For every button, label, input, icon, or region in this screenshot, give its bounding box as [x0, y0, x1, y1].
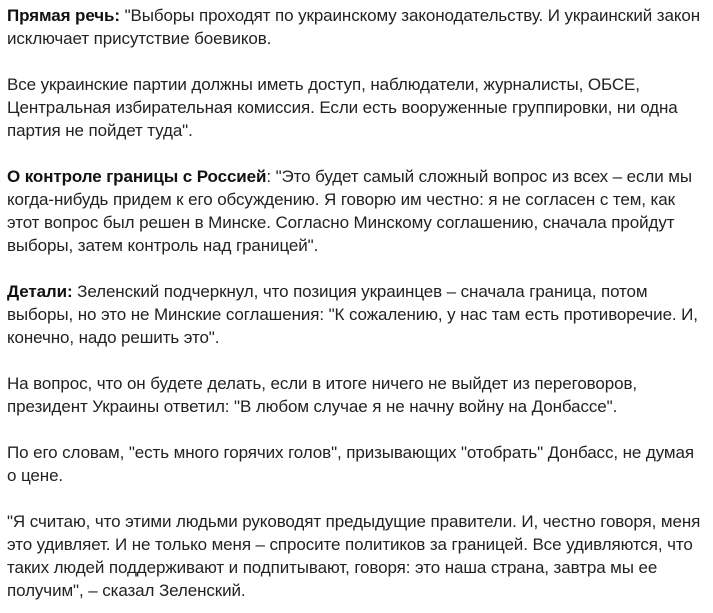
paragraph-text: Все украинские партии должны иметь доступ, наблюдатели, журналисты, ОБСЕ, Центральная избирательная комиссия. Если есть вооруженные группировки, ни одна партия не пойдет туда".	[7, 75, 678, 140]
paragraph-no-war	[7, 372, 707, 418]
paragraph-text: Зеленский подчеркнул, что позиция украинцев – сначала граница, потом выборы, но это не Минские соглашения: "К сожалению, у нас там есть противоречие. И, конечно, надо решить это".	[7, 282, 698, 347]
paragraph-text: "Я считаю, что этими людьми руководят предыдущие правители. И, честно говоря, меня это удивляет. И не только меня – спросите политиков за границей. Все удивляются, что таких людей поддерживают и подпитывают, говоря: это наша страна, завтра мы ее получим", – сказал Зеленский.	[7, 512, 701, 600]
paragraph-direct-speech	[7, 4, 707, 50]
paragraph-text: По его словам, "есть много горячих голов", призывающих "отобрать" Донбасс, не думая о цене.	[7, 443, 694, 485]
paragraph-text: : "Это будет самый сложный вопрос из всех – если мы когда-нибудь придем к его обсуждению. Я говорю им честно: я не согласен с тем, как этот вопрос был решен в Минске. Согласно Минскому соглашению, сначала пройдут выборы, затем контроль над границей".	[7, 167, 692, 255]
paragraph-details	[7, 280, 707, 349]
paragraph-text: "Выборы проходят по украинскому законодательству. И украинский закон исключает присутствие боевиков.	[7, 6, 701, 48]
paragraph-lead: Детали:	[7, 282, 73, 301]
paragraph-parties-access	[7, 73, 707, 142]
paragraph-lead: Прямая речь:	[7, 6, 125, 25]
paragraph-text: На вопрос, что он будете делать, если в итоге ничего не выйдет из переговоров, президент Украины ответил: "В любом случае я не начну войну на Донбассе".	[7, 374, 638, 416]
paragraph-quote-zelensky	[7, 510, 707, 602]
paragraph-border-control	[7, 165, 707, 257]
paragraph-lead: О контроле границы с Россией	[7, 167, 267, 186]
article-body	[7, 4, 707, 602]
paragraph-hot-heads	[7, 441, 707, 487]
